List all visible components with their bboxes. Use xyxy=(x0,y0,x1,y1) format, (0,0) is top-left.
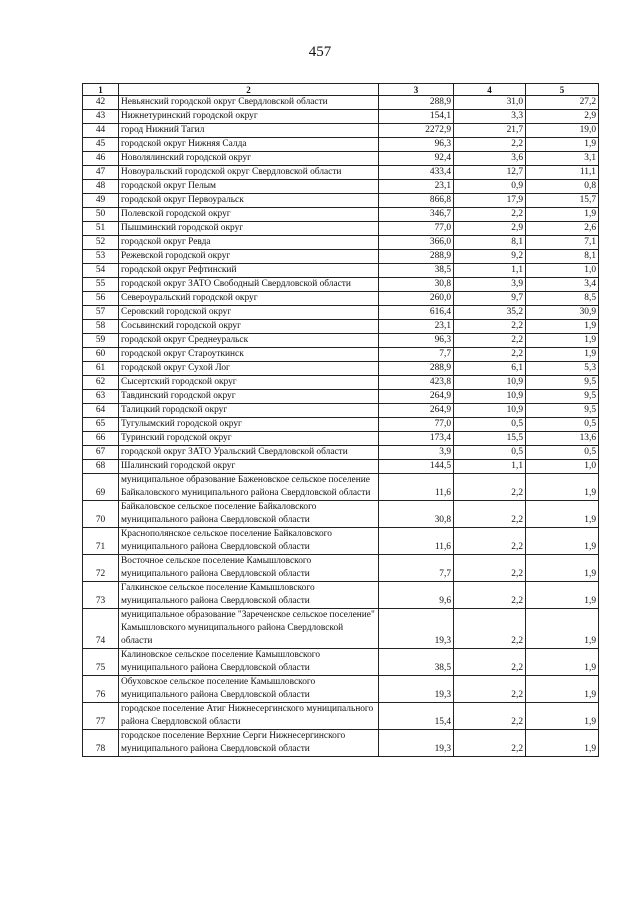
value-col-4: 2,2 xyxy=(454,320,526,334)
value-col-3: 38,5 xyxy=(379,264,454,278)
row-number: 74 xyxy=(83,609,119,649)
municipality-name: Пышминский городской округ xyxy=(119,222,379,236)
table-row xyxy=(83,166,599,180)
header-col-5: 5 xyxy=(526,84,599,96)
value-col-3: 19,3 xyxy=(379,730,454,757)
value-col-4: 2,2 xyxy=(454,208,526,222)
value-col-3: 92,4 xyxy=(379,152,454,166)
value-col-3: 616,4 xyxy=(379,306,454,320)
table-row xyxy=(83,152,599,166)
value-col-5: 11,1 xyxy=(526,166,599,180)
value-col-3: 288,9 xyxy=(379,250,454,264)
value-col-5: 9,5 xyxy=(526,376,599,390)
row-number: 67 xyxy=(83,446,119,460)
municipality-name: город Нижний Тагил xyxy=(119,124,379,138)
municipality-name: городской округ Ревда xyxy=(119,236,379,250)
value-col-3: 23,1 xyxy=(379,180,454,194)
value-col-5: 19,0 xyxy=(526,124,599,138)
municipality-name: Галкинское сельское поселение Камышловского муниципального района Свердловской области xyxy=(119,582,379,609)
value-col-4: 17,9 xyxy=(454,194,526,208)
row-number: 65 xyxy=(83,418,119,432)
row-number: 53 xyxy=(83,250,119,264)
value-col-5: 15,7 xyxy=(526,194,599,208)
header-col-2: 2 xyxy=(119,84,379,96)
table-row xyxy=(83,446,599,460)
value-col-5: 1,9 xyxy=(526,555,599,582)
value-col-5: 1,9 xyxy=(526,334,599,348)
value-col-3: 77,0 xyxy=(379,222,454,236)
municipality-name: городской округ Сухой Лог xyxy=(119,362,379,376)
table-row xyxy=(83,124,599,138)
row-number: 50 xyxy=(83,208,119,222)
value-col-4: 10,9 xyxy=(454,390,526,404)
municipality-name: Полевской городской округ xyxy=(119,208,379,222)
municipality-name: городское поселение Атиг Нижнесергинского муниципального района Свердловской области xyxy=(119,703,379,730)
municipality-name: Байкаловское сельское поселение Байкаловского муниципального района Свердловской области xyxy=(119,501,379,528)
table-row xyxy=(83,418,599,432)
value-col-4: 35,2 xyxy=(454,306,526,320)
value-col-5: 9,5 xyxy=(526,390,599,404)
table-row xyxy=(83,194,599,208)
value-col-5: 1,9 xyxy=(526,501,599,528)
municipality-name: Новоуральский городской округ Свердловской области xyxy=(119,166,379,180)
table-row xyxy=(83,222,599,236)
municipality-name: Невьянский городской округ Свердловской области xyxy=(119,96,379,110)
value-col-4: 2,2 xyxy=(454,609,526,649)
row-number: 66 xyxy=(83,432,119,446)
value-col-5: 13,6 xyxy=(526,432,599,446)
value-col-3: 96,3 xyxy=(379,334,454,348)
value-col-3: 260,0 xyxy=(379,292,454,306)
value-col-5: 1,0 xyxy=(526,460,599,474)
value-col-3: 77,0 xyxy=(379,418,454,432)
table-row xyxy=(83,555,599,582)
table-row xyxy=(83,528,599,555)
municipality-name: Серовский городской округ xyxy=(119,306,379,320)
table-row xyxy=(83,306,599,320)
table-row xyxy=(83,460,599,474)
row-number: 61 xyxy=(83,362,119,376)
value-col-3: 19,3 xyxy=(379,676,454,703)
table-row xyxy=(83,110,599,124)
municipality-name: городское поселение Верхние Серги Нижнесергинского муниципального района Свердловской области xyxy=(119,730,379,757)
table-row xyxy=(83,348,599,362)
row-number: 48 xyxy=(83,180,119,194)
row-number: 55 xyxy=(83,278,119,292)
value-col-4: 9,7 xyxy=(454,292,526,306)
row-number: 45 xyxy=(83,138,119,152)
municipality-name: Сысертский городской округ xyxy=(119,376,379,390)
value-col-3: 9,6 xyxy=(379,582,454,609)
row-number: 59 xyxy=(83,334,119,348)
row-number: 57 xyxy=(83,306,119,320)
table-row xyxy=(83,180,599,194)
table-row xyxy=(83,730,599,757)
row-number: 44 xyxy=(83,124,119,138)
value-col-5: 1,9 xyxy=(526,320,599,334)
value-col-4: 21,7 xyxy=(454,124,526,138)
municipality-name: Нижнетуринский городской округ xyxy=(119,110,379,124)
value-col-3: 423,8 xyxy=(379,376,454,390)
value-col-5: 1,9 xyxy=(526,649,599,676)
table-row xyxy=(83,236,599,250)
data-table xyxy=(82,83,599,757)
row-number: 46 xyxy=(83,152,119,166)
value-col-4: 2,2 xyxy=(454,703,526,730)
value-col-5: 1,9 xyxy=(526,703,599,730)
value-col-4: 2,2 xyxy=(454,334,526,348)
row-number: 78 xyxy=(83,730,119,757)
table-row xyxy=(83,138,599,152)
municipality-name: Талицкий городской округ xyxy=(119,404,379,418)
table-row xyxy=(83,390,599,404)
row-number: 77 xyxy=(83,703,119,730)
value-col-4: 9,2 xyxy=(454,250,526,264)
value-col-3: 866,8 xyxy=(379,194,454,208)
value-col-5: 1,9 xyxy=(526,730,599,757)
value-col-4: 0,9 xyxy=(454,180,526,194)
header-col-4: 4 xyxy=(454,84,526,96)
value-col-5: 9,5 xyxy=(526,404,599,418)
value-col-3: 264,9 xyxy=(379,404,454,418)
row-number: 49 xyxy=(83,194,119,208)
value-col-3: 433,4 xyxy=(379,166,454,180)
value-col-3: 154,1 xyxy=(379,110,454,124)
table-row xyxy=(83,278,599,292)
value-col-4: 2,2 xyxy=(454,501,526,528)
table-row xyxy=(83,264,599,278)
municipality-name: Североуральский городской округ xyxy=(119,292,379,306)
value-col-3: 173,4 xyxy=(379,432,454,446)
value-col-5: 3,4 xyxy=(526,278,599,292)
table-row xyxy=(83,582,599,609)
value-col-4: 2,2 xyxy=(454,582,526,609)
value-col-4: 2,2 xyxy=(454,138,526,152)
value-col-3: 30,8 xyxy=(379,501,454,528)
value-col-5: 1,0 xyxy=(526,264,599,278)
table-row xyxy=(83,292,599,306)
value-col-4: 3,3 xyxy=(454,110,526,124)
value-col-4: 2,2 xyxy=(454,555,526,582)
municipality-name: городской округ Рефтинский xyxy=(119,264,379,278)
table-row xyxy=(83,362,599,376)
municipality-name: Краснополянское сельское поселение Байкаловского муниципального района Свердловской области xyxy=(119,528,379,555)
value-col-4: 0,5 xyxy=(454,418,526,432)
row-number: 68 xyxy=(83,460,119,474)
value-col-3: 288,9 xyxy=(379,96,454,110)
table-row xyxy=(83,96,599,110)
value-col-3: 144,5 xyxy=(379,460,454,474)
row-number: 54 xyxy=(83,264,119,278)
row-number: 73 xyxy=(83,582,119,609)
table-row xyxy=(83,376,599,390)
value-col-3: 19,3 xyxy=(379,609,454,649)
value-col-3: 288,9 xyxy=(379,362,454,376)
municipality-name: Тугулымский городской округ xyxy=(119,418,379,432)
value-col-3: 11,6 xyxy=(379,474,454,501)
table-row xyxy=(83,208,599,222)
row-number: 72 xyxy=(83,555,119,582)
municipality-name: Тавдинский городской округ xyxy=(119,390,379,404)
row-number: 42 xyxy=(83,96,119,110)
header-col-3: 3 xyxy=(379,84,454,96)
value-col-4: 1,1 xyxy=(454,264,526,278)
value-col-3: 7,7 xyxy=(379,348,454,362)
value-col-4: 2,2 xyxy=(454,348,526,362)
value-col-5: 27,2 xyxy=(526,96,599,110)
value-col-5: 5,3 xyxy=(526,362,599,376)
row-number: 76 xyxy=(83,676,119,703)
value-col-5: 1,9 xyxy=(526,609,599,649)
table-row xyxy=(83,474,599,501)
municipality-name: Калиновское сельское поселение Камышловского муниципального района Свердловской области xyxy=(119,649,379,676)
municipality-name: городской округ ЗАТО Свободный Свердловской области xyxy=(119,278,379,292)
value-col-4: 0,5 xyxy=(454,446,526,460)
value-col-3: 264,9 xyxy=(379,390,454,404)
value-col-3: 3,9 xyxy=(379,446,454,460)
value-col-5: 1,9 xyxy=(526,348,599,362)
municipality-name: Режевской городской округ xyxy=(119,250,379,264)
table-row xyxy=(83,404,599,418)
municipality-name: муниципальное образование Баженовское сельское поселение Байкаловского муниципального района Свердловской области xyxy=(119,474,379,501)
value-col-3: 15,4 xyxy=(379,703,454,730)
value-col-4: 2,2 xyxy=(454,474,526,501)
municipality-name: городской округ Пелым xyxy=(119,180,379,194)
page-number: 457 xyxy=(308,44,332,60)
row-number: 58 xyxy=(83,320,119,334)
value-col-5: 1,9 xyxy=(526,528,599,555)
municipality-name: Туринский городской округ xyxy=(119,432,379,446)
municipality-name: Новолялинский городской округ xyxy=(119,152,379,166)
value-col-5: 8,1 xyxy=(526,250,599,264)
value-col-5: 2,9 xyxy=(526,110,599,124)
table-row xyxy=(83,676,599,703)
value-col-5: 0,5 xyxy=(526,446,599,460)
value-col-4: 6,1 xyxy=(454,362,526,376)
value-col-4: 3,6 xyxy=(454,152,526,166)
municipality-name: городской округ Первоуральск xyxy=(119,194,379,208)
value-col-4: 2,9 xyxy=(454,222,526,236)
row-number: 60 xyxy=(83,348,119,362)
value-col-4: 31,0 xyxy=(454,96,526,110)
row-number: 62 xyxy=(83,376,119,390)
table-row xyxy=(83,703,599,730)
municipality-name: городской округ Среднеуральск xyxy=(119,334,379,348)
value-col-3: 96,3 xyxy=(379,138,454,152)
value-col-3: 2272,9 xyxy=(379,124,454,138)
municipality-name: Шалинский городской округ xyxy=(119,460,379,474)
table-row xyxy=(83,649,599,676)
value-col-4: 15,5 xyxy=(454,432,526,446)
row-number: 47 xyxy=(83,166,119,180)
value-col-3: 7,7 xyxy=(379,555,454,582)
value-col-5: 3,1 xyxy=(526,152,599,166)
value-col-5: 0,8 xyxy=(526,180,599,194)
value-col-3: 366,0 xyxy=(379,236,454,250)
value-col-3: 38,5 xyxy=(379,649,454,676)
value-col-5: 7,1 xyxy=(526,236,599,250)
row-number: 63 xyxy=(83,390,119,404)
municipality-name: Сосьвинский городской округ xyxy=(119,320,379,334)
value-col-5: 1,9 xyxy=(526,582,599,609)
value-col-5: 0,5 xyxy=(526,418,599,432)
row-number: 52 xyxy=(83,236,119,250)
row-number: 69 xyxy=(83,474,119,501)
table-row xyxy=(83,432,599,446)
value-col-4: 2,2 xyxy=(454,649,526,676)
municipality-name: муниципальное образование "Зареченское сельское поселение" Камышловского муниципального района Свердловской области xyxy=(119,609,379,649)
value-col-3: 346,7 xyxy=(379,208,454,222)
value-col-4: 2,2 xyxy=(454,676,526,703)
value-col-4: 1,1 xyxy=(454,460,526,474)
municipality-name: городской округ ЗАТО Уральский Свердловской области xyxy=(119,446,379,460)
value-col-4: 10,9 xyxy=(454,376,526,390)
table-row xyxy=(83,250,599,264)
municipality-name: Восточное сельское поселение Камышловского муниципального района Свердловской области xyxy=(119,555,379,582)
row-number: 70 xyxy=(83,501,119,528)
table-row xyxy=(83,334,599,348)
value-col-5: 1,9 xyxy=(526,138,599,152)
row-number: 51 xyxy=(83,222,119,236)
row-number: 75 xyxy=(83,649,119,676)
municipality-name: городской округ Нижняя Салда xyxy=(119,138,379,152)
value-col-4: 12,7 xyxy=(454,166,526,180)
municipality-name: городской округ Староуткинск xyxy=(119,348,379,362)
value-col-4: 10,9 xyxy=(454,404,526,418)
value-col-4: 2,2 xyxy=(454,528,526,555)
value-col-5: 1,9 xyxy=(526,474,599,501)
municipality-name: Обуховское сельское поселение Камышловского муниципального района Свердловской области xyxy=(119,676,379,703)
value-col-4: 8,1 xyxy=(454,236,526,250)
table-row xyxy=(83,320,599,334)
value-col-3: 23,1 xyxy=(379,320,454,334)
value-col-5: 30,9 xyxy=(526,306,599,320)
table-row xyxy=(83,609,599,649)
value-col-5: 8,5 xyxy=(526,292,599,306)
value-col-5: 1,9 xyxy=(526,676,599,703)
row-number: 64 xyxy=(83,404,119,418)
value-col-3: 11,6 xyxy=(379,528,454,555)
header-col-1: 1 xyxy=(83,84,119,96)
row-number: 71 xyxy=(83,528,119,555)
row-number: 56 xyxy=(83,292,119,306)
table-header-row xyxy=(83,84,599,96)
value-col-3: 30,8 xyxy=(379,278,454,292)
value-col-5: 2,6 xyxy=(526,222,599,236)
value-col-4: 2,2 xyxy=(454,730,526,757)
row-number: 43 xyxy=(83,110,119,124)
value-col-4: 3,9 xyxy=(454,278,526,292)
value-col-5: 1,9 xyxy=(526,208,599,222)
table-row xyxy=(83,501,599,528)
